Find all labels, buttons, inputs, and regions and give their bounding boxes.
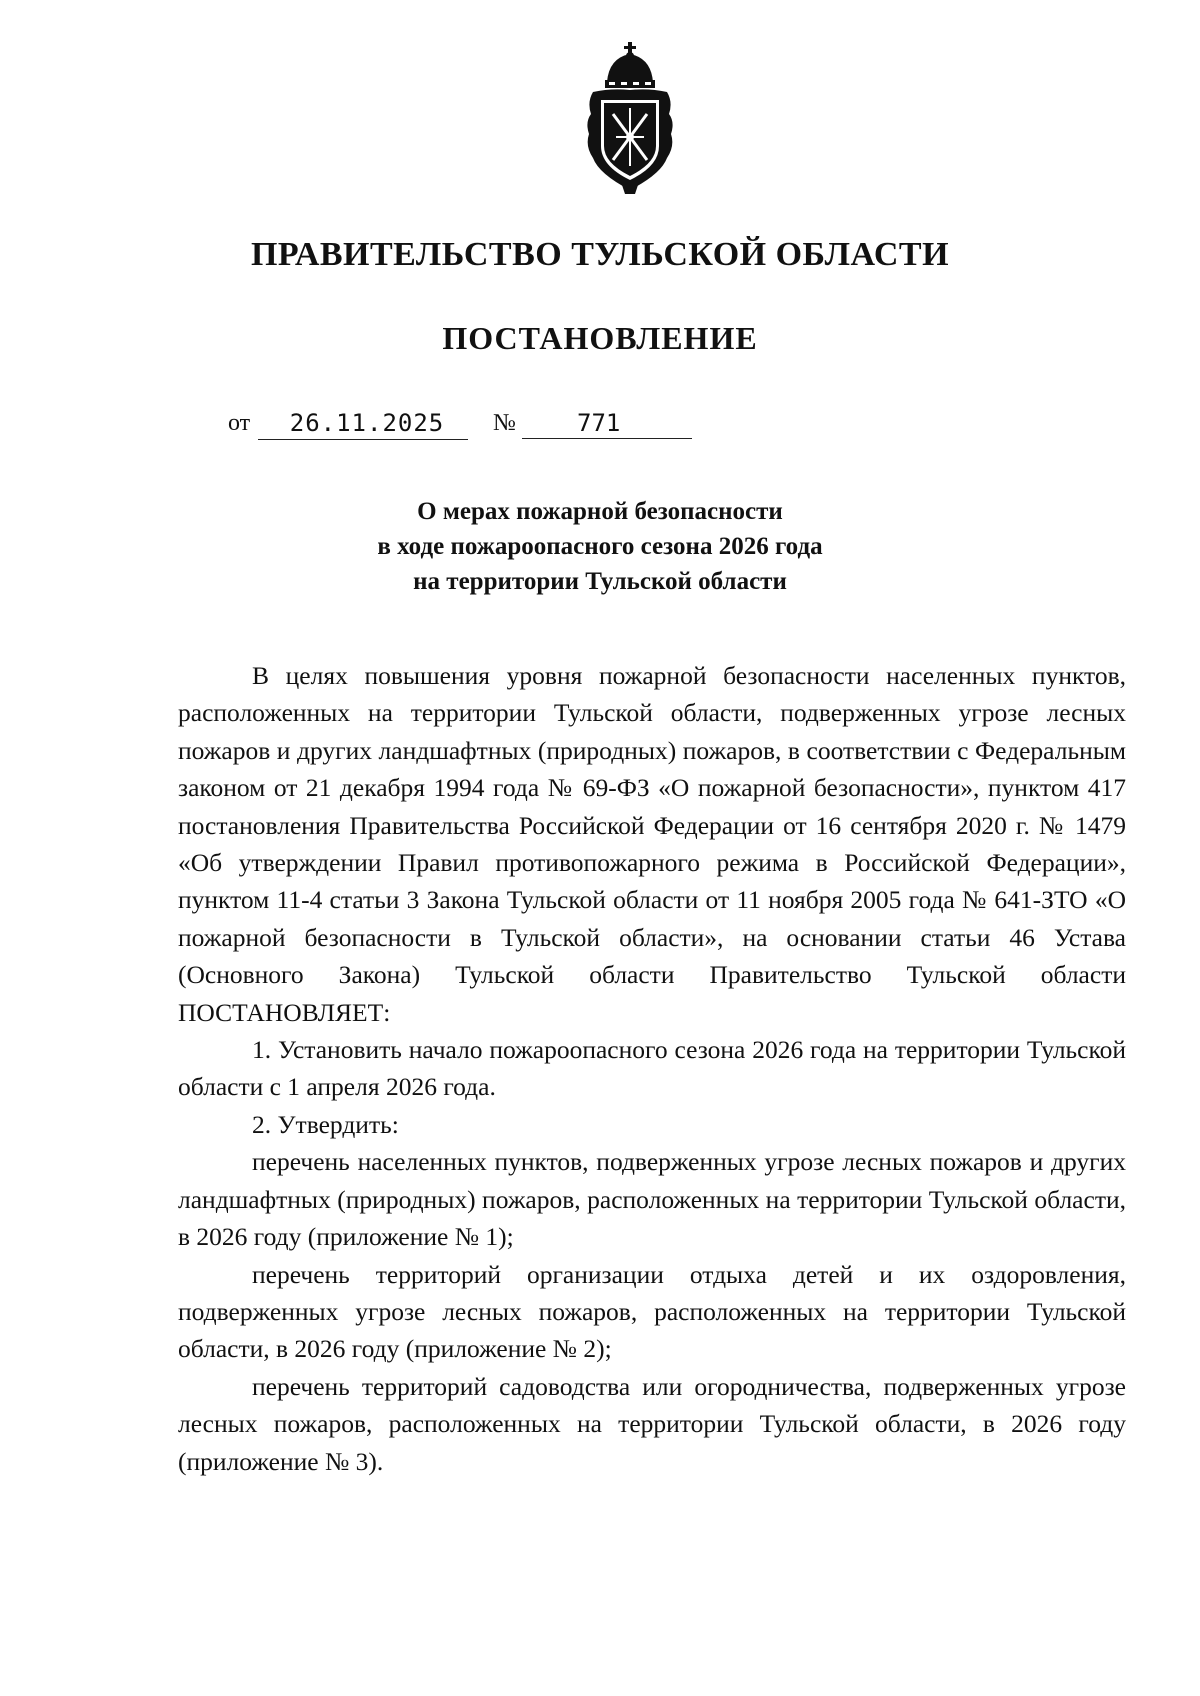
subject-line: О мерах пожарной безопасности [417,498,783,525]
subject-line: в ходе пожароопасного сезона 2026 года [377,533,823,560]
document-date: 26.11.2025 [258,407,468,440]
preamble-paragraph: В целях повышения уровня пожарной безопасности населенных пунктов, расположенных на территории Тульской области, подверженных угрозе лесных пожаров и других ландшафтных (природных) пожаров, в соответствии с Федеральным законом от 21 декабря 1994 года № 69-ФЗ «О пожарной безопасности», пунктом 417 постановления Правительства Российской Федерации от 16 сентября 2020 г. № 1479 «Об утверждении Правил противопожарного режима в Российской Федерации», пунктом 11-4 статьи 3 Закона Тульской области от 11 ноября 2005 года № 641-ЗТО «О пожарной безопасности в Тульской области», на основании статьи 46 Устава (Основного Закона) Тульской области Правительство Тульской области ПОСТАНОВЛЯЕТ: [178,661,1126,1027]
clause-2-list-item: перечень территорий садоводства или огородничества, подверженных угрозе лесных пожаров, расположенных на территории Тульской области, в 2026 году (приложение № 3). [178,1371,1126,1476]
document-number: 771 [522,407,692,439]
clause-2: 2. Утвердить: [252,1109,399,1139]
clause-2-list-item: перечень населенных пунктов, подверженных угрозе лесных пожаров и других ландшафтных (природных) пожаров, расположенных на территории Тульской области, в 2026 году (приложение № 1); [178,1147,1126,1252]
organization-title: ПРАВИТЕЛЬСТВО ТУЛЬСКОЙ ОБЛАСТИ [250,236,950,273]
number-label: № [493,410,516,436]
document-type: ПОСТАНОВЛЕНИЕ [442,320,758,356]
coat-of-arms-icon [585,42,675,197]
document-subject [0,494,1200,599]
clause-1: 1. Установить начало пожароопасного сезона 2026 года на территории Тульской области с 1 апреля 2026 года. [178,1035,1126,1102]
date-number-line [228,407,708,441]
subject-line: на территории Тульской области [413,568,787,595]
document-body [178,657,1126,1480]
from-label: от [228,410,251,436]
clause-2-list-item: перечень территорий организации отдыха детей и их оздоровления, подверженных угрозе лесных пожаров, расположенных на территории Тульской области, в 2026 году (приложение № 2); [178,1259,1126,1364]
